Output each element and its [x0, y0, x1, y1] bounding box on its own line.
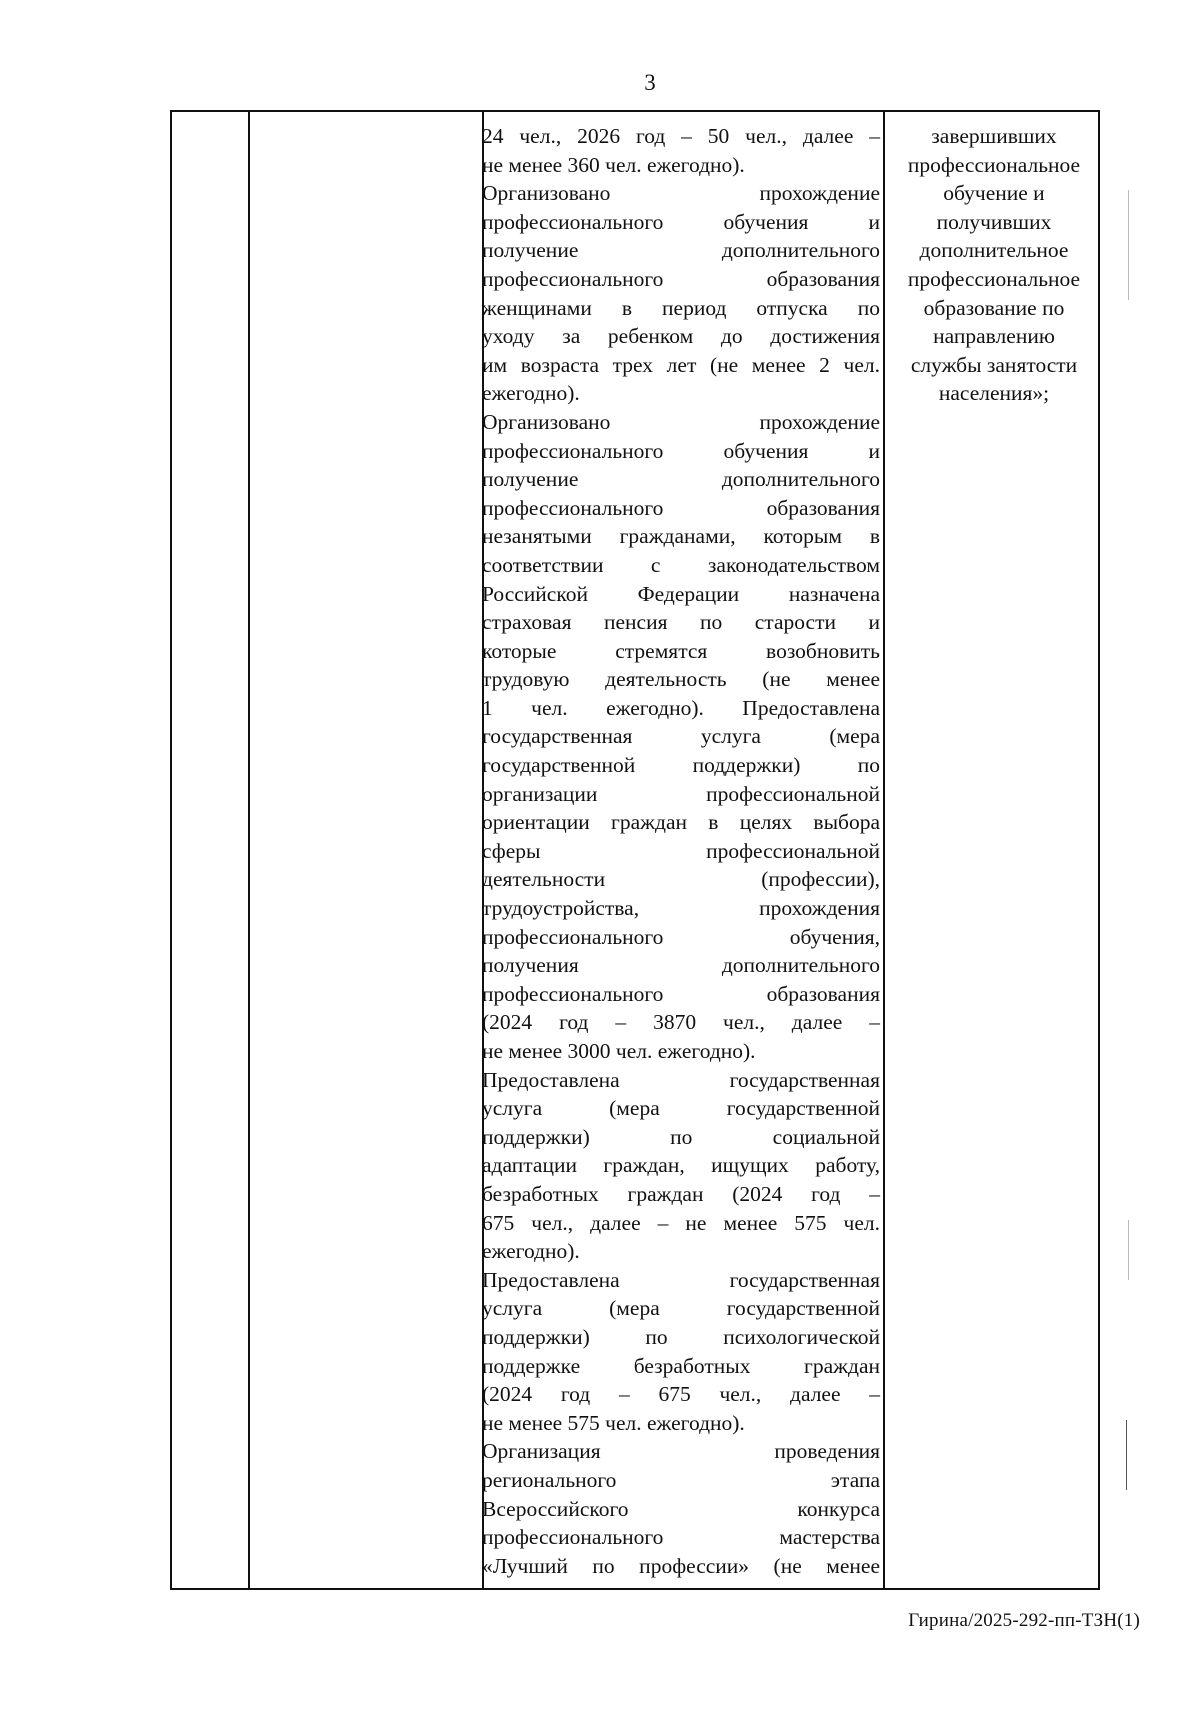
- main-cell-line: регионального этапа: [482, 1467, 880, 1492]
- main-cell-line: «Лучший по профессии» (не менее: [482, 1553, 880, 1578]
- main-cell-line: уходу за ребенком до достижения: [482, 324, 880, 349]
- main-cell-line: услуга (мера государственной: [482, 1096, 880, 1121]
- main-cell-line: организации профессиональной: [482, 781, 880, 806]
- table-border-left: [170, 110, 172, 1590]
- main-cell-line: страховая пенсия по старости и: [482, 610, 880, 635]
- scan-artifact: [1128, 190, 1129, 300]
- right-cell-line: профессиональное: [907, 266, 1081, 291]
- main-cell-line: профессионального обучения и: [482, 438, 880, 463]
- main-cell-line: адаптации граждан, ищущих работу,: [482, 1153, 880, 1178]
- document-code: Гирина/2025-292-пп-ТЗН(1): [908, 1610, 1140, 1631]
- main-cell-line: ежегодно).: [482, 381, 580, 406]
- main-cell-line: трудовую деятельность (не менее: [482, 667, 880, 692]
- right-cell-line: завершивших: [931, 124, 1057, 148]
- right-cell-line: получивших: [936, 209, 1052, 234]
- main-cell-line: поддержки) по социальной: [482, 1124, 880, 1149]
- main-cell-line: поддержки) по психологической: [482, 1324, 880, 1349]
- main-cell-line: Предоставлена государственная: [482, 1267, 880, 1292]
- main-cell-line: 1 чел. ежегодно). Предоставлена: [482, 695, 880, 720]
- main-cell-line: (2024 год – 675 чел., далее –: [482, 1382, 880, 1407]
- main-cell-line: Всероссийского конкурса: [482, 1496, 880, 1521]
- main-cell-line: трудоустройства, прохождения: [482, 896, 880, 921]
- table-border-bottom: [170, 1588, 1100, 1590]
- table-divider-3: [883, 110, 885, 1590]
- scan-artifact: [1128, 1220, 1129, 1280]
- main-cell-line: сферы профессиональной: [482, 838, 880, 863]
- table-border-top: [170, 110, 1100, 112]
- table-divider-1: [248, 110, 250, 1590]
- main-cell-line: Российской Федерации назначена: [482, 581, 880, 606]
- main-cell-line: профессионального образования: [482, 495, 880, 520]
- main-cell-line: профессионального обучения и: [482, 209, 880, 234]
- main-cell-line: получение дополнительного: [482, 467, 880, 492]
- main-cell-line: безработных граждан (2024 год –: [482, 1181, 880, 1206]
- right-cell-line: населения»;: [938, 381, 1050, 406]
- main-cell-line: профессионального образования: [482, 266, 880, 291]
- right-cell-line: профессиональное: [907, 152, 1081, 177]
- main-cell-line: получение дополнительного: [482, 238, 880, 263]
- right-cell-line: дополнительное: [919, 238, 1069, 263]
- main-cell-line: 675 чел., далее – не менее 575 чел.: [482, 1210, 880, 1235]
- main-cell-line: Предоставлена государственная: [482, 1067, 880, 1092]
- main-cell-line: не менее 3000 чел. ежегодно).: [482, 1039, 756, 1063]
- main-cell-line: профессионального образования: [482, 981, 880, 1006]
- main-cell-line: поддержке безработных граждан: [482, 1353, 880, 1378]
- main-cell-line: Организовано прохождение: [482, 409, 880, 434]
- main-cell-line: не менее 360 чел. ежегодно).: [482, 152, 745, 177]
- main-cell-line: женщинами в период отпуска по: [482, 295, 880, 320]
- main-cell-line: не менее 575 чел. ежегодно).: [482, 1410, 745, 1435]
- main-cell-line: 24 чел., 2026 год – 50 чел., далее –: [482, 124, 880, 148]
- main-cell-line: незанятыми гражданами, которым в: [482, 524, 880, 549]
- main-cell-line: Организовано прохождение: [482, 181, 880, 206]
- main-cell-line: деятельности (профессии),: [482, 867, 880, 892]
- right-cell-line: обучение и: [943, 181, 1045, 206]
- main-cell-line: государственная услуга (мера: [482, 724, 880, 749]
- document-table: [170, 110, 1100, 1590]
- main-cell-line: им возраста трех лет (не менее 2 чел.: [482, 352, 880, 377]
- main-cell-line: которые стремятся возобновить: [482, 638, 880, 663]
- main-cell-text: [482, 122, 880, 1580]
- main-cell-line: ежегодно).: [482, 1239, 580, 1264]
- main-cell-line: государственной поддержки) по: [482, 753, 880, 778]
- main-cell-line: профессионального мастерства: [482, 1525, 880, 1550]
- main-cell-line: соответствии с законодательством: [482, 552, 880, 577]
- main-cell-line: (2024 год – 3870 чел., далее –: [482, 1010, 880, 1035]
- right-cell-text: [888, 122, 1100, 408]
- main-cell-line: профессионального обучения,: [482, 924, 880, 949]
- main-cell-line: получения дополнительного: [482, 953, 880, 978]
- main-cell-line: Организация проведения: [482, 1439, 880, 1464]
- right-cell-line: направлению: [933, 324, 1055, 349]
- page-number: 3: [644, 70, 656, 95]
- right-cell-line: образование по: [923, 295, 1065, 320]
- scan-artifact: [1126, 1420, 1127, 1490]
- right-cell-line: службы занятости: [910, 352, 1078, 377]
- main-cell-line: услуга (мера государственной: [482, 1296, 880, 1321]
- main-cell-line: ориентации граждан в целях выбора: [482, 810, 880, 835]
